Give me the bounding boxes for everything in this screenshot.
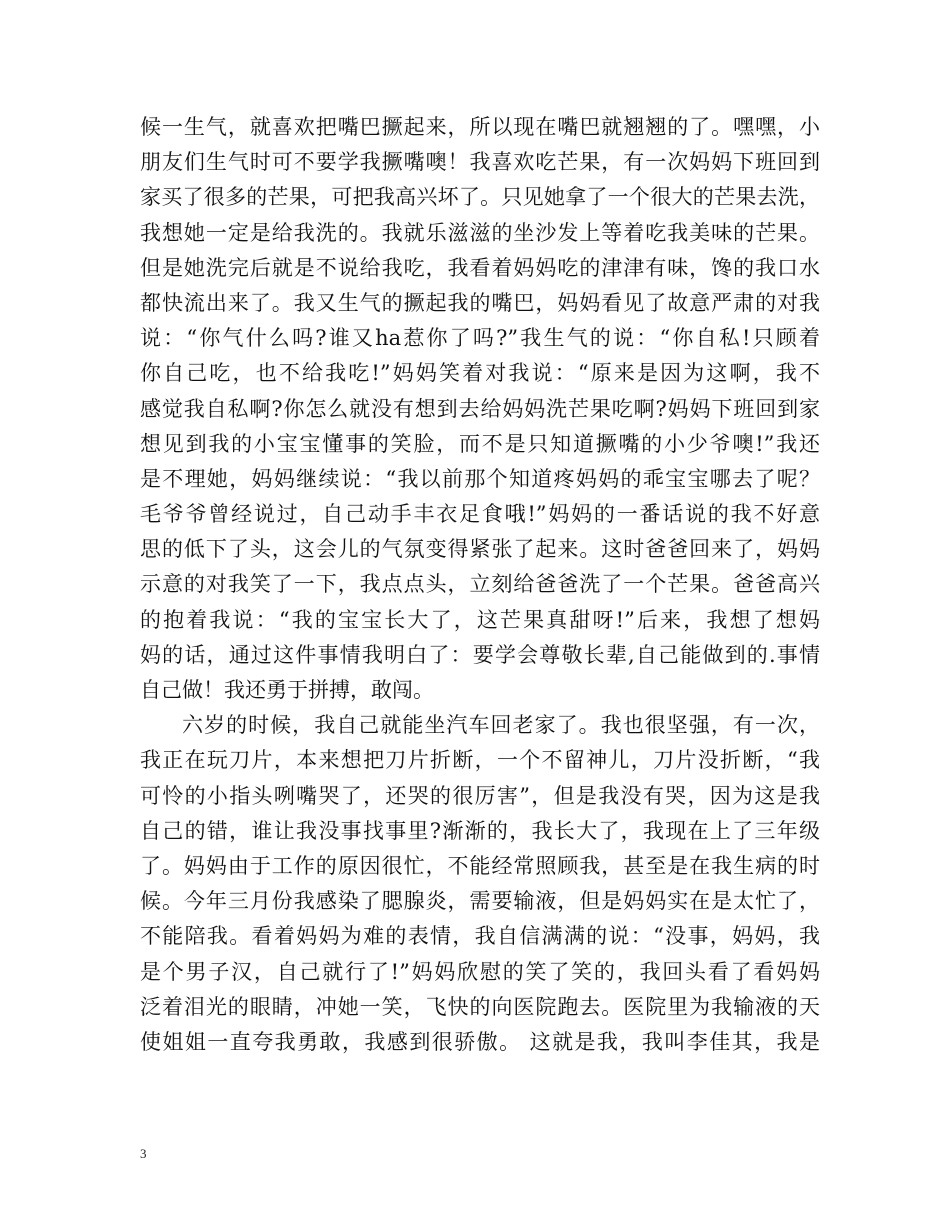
- text-line: 不能陪我。看着妈妈为难的表情，我自信满满的说：“没事，妈妈，我: [140, 924, 820, 949]
- document-body: [140, 110, 820, 1060]
- text-line: 朋友们生气时可不要学我撅嘴噢！我喜欢吃芒果，有一次妈妈下班回到: [140, 150, 820, 175]
- text-line: 候。今年三月份我感染了腮腺炎，需要输液，但是妈妈实在是太忙了，: [140, 889, 820, 914]
- text-line: 六岁的时候，我自己就能坐汽车回老家了。我也很坚强，有一次，: [182, 713, 820, 738]
- text-line: 候一生气，就喜欢把嘴巴撅起来，所以现在嘴巴就翘翘的了。嘿嘿，小: [140, 115, 820, 139]
- text-line: 思的低下了头，这会儿的气氛变得紧张了起来。这时爸爸回来了，妈妈: [140, 537, 820, 562]
- text-line: 的抱着我说：“我的宝宝长大了，这芒果真甜呀!”后来，我想了想妈: [140, 607, 820, 632]
- text-line: 都快流出来了。我又生气的撅起我的嘴巴，妈妈看见了故意严肃的对我: [140, 290, 820, 315]
- text-line: 可怜的小指头咧嘴哭了，还哭的很厉害”，但是我没有哭，因为这是我: [140, 783, 820, 808]
- text-line: 妈的话，通过这件事情我明白了：要学会尊敬长辈,自己能做到的.事情: [140, 642, 820, 667]
- text-line: 我正在玩刀片，本来想把刀片折断，一个不留神儿，刀片没折断，“我: [140, 748, 820, 773]
- text-line: 自己的错，谁让我没事找事里?渐渐的，我长大了，我现在上了三年级: [140, 818, 820, 843]
- paragraph-1: [140, 110, 820, 708]
- text-line: 自己做！我还勇于拼搏，敢闯。: [140, 678, 434, 702]
- text-line: 毛爷爷曾经说过，自己动手丰衣足食哦!”妈妈的一番话说的我不好意: [140, 502, 820, 527]
- text-line: 使姐姐一直夸我勇敢，我感到很骄傲。 这就是我，我叫李佳其，我是: [140, 1029, 820, 1054]
- text-line: 泛着泪光的眼睛，冲她一笑，飞快的向医院跑去。医院里为我输液的天: [140, 994, 820, 1019]
- text-line: 了。妈妈由于工作的原因很忙，不能经常照顾我，甚至是在我生病的时: [140, 853, 820, 878]
- text-line: 是个男子汉，自己就行了!”妈妈欣慰的笑了笑的，我回头看了看妈妈: [140, 959, 820, 984]
- page-number: 3: [140, 1146, 147, 1161]
- text-line: 感觉我自私啊?你怎么就没有想到去给妈妈洗芒果吃啊?妈妈下班回到家: [140, 396, 820, 421]
- text-line: 是不理她，妈妈继续说：“我以前那个知道疼妈妈的乖宝宝哪去了呢？: [140, 466, 820, 491]
- text-line: 你自己吃，也不给我吃!”妈妈笑着对我说：“原来是因为这啊，我不: [140, 361, 820, 386]
- paragraph-2: [140, 708, 820, 1060]
- text-line: 示意的对我笑了一下，我点点头，立刻给爸爸洗了一个芒果。爸爸高兴: [140, 572, 820, 597]
- text-line: 说：“你气什么吗?谁又ha惹你了吗?”我生气的说：“你自私!只顾着: [140, 326, 820, 351]
- text-line: 家买了很多的芒果，可把我高兴坏了。只见她拿了一个很大的芒果去洗，: [140, 185, 820, 210]
- text-line: 想见到我的小宝宝懂事的笑脸，而不是只知道撅嘴的小少爷噢!”我还: [140, 431, 820, 456]
- text-line: 我想她一定是给我洗的。我就乐滋滋的坐沙发上等着吃我美味的芒果。: [140, 220, 820, 245]
- text-line: 但是她洗完后就是不说给我吃，我看着妈妈吃的津津有味，馋的我口水: [140, 255, 820, 280]
